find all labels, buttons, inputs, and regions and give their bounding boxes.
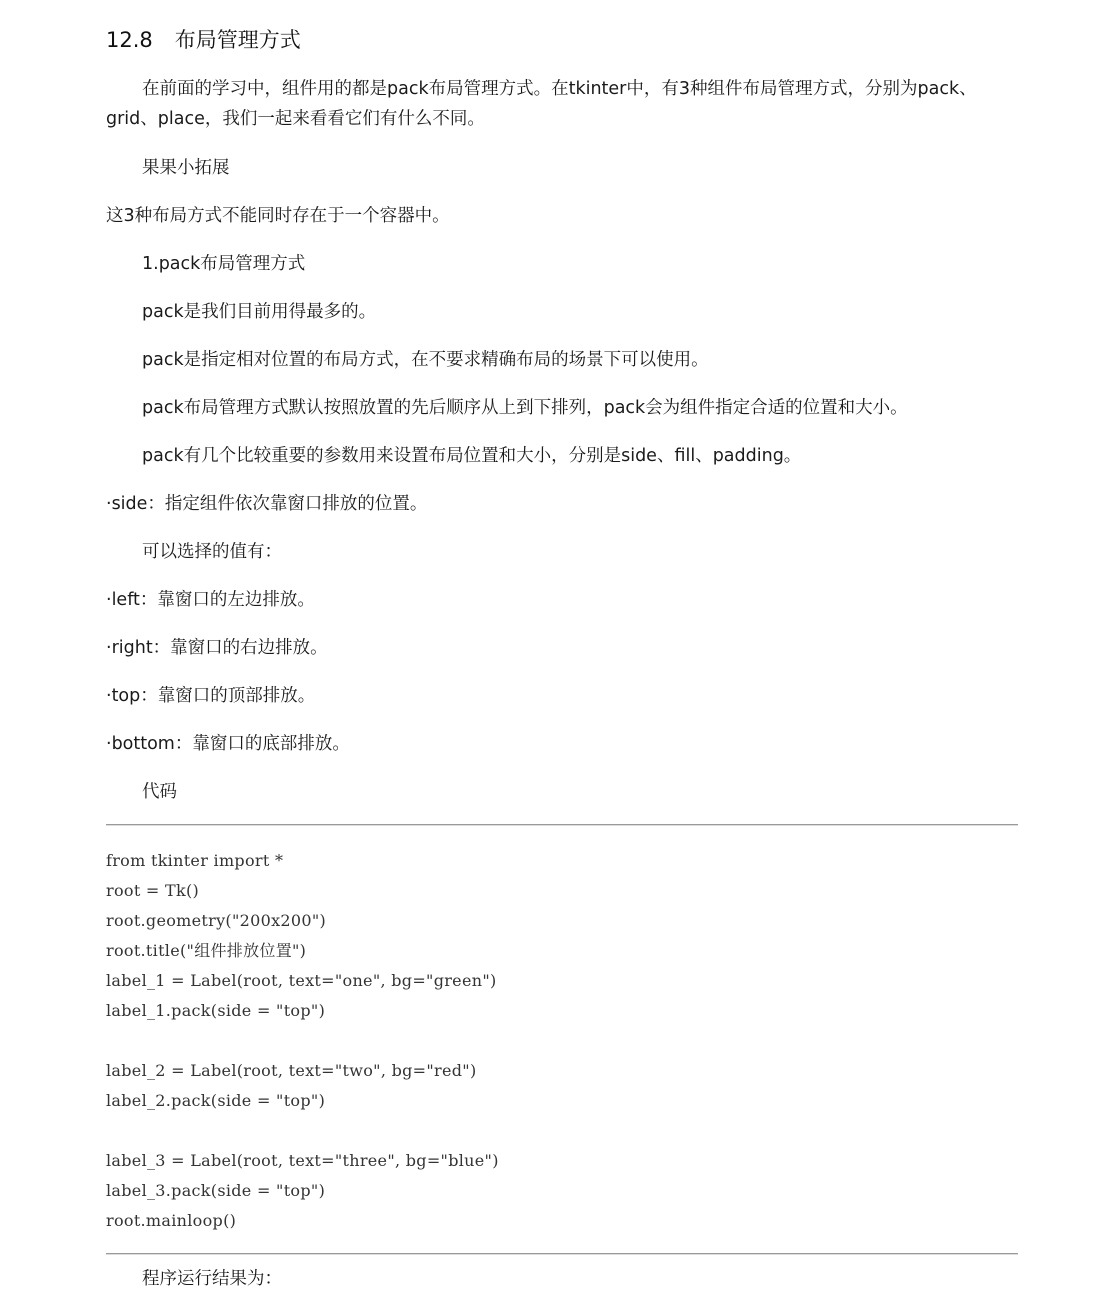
code-label: 代码 [142,782,177,802]
code-line: label_1 = Label(root, text="one", bg="green") [106,971,497,990]
options-intro: 可以选择的值有： [142,542,282,562]
sub-heading: 1.pack布局管理方式 [142,254,306,274]
side-description: ·side：指定组件依次靠窗口排放的位置。 [106,494,428,514]
code-block [106,846,1018,1236]
paragraph-1: pack是我们目前用得最多的。 [142,302,377,322]
option-right: ·right：靠窗口的右边排放。 [106,638,328,658]
code-line: from tkinter import * [106,851,284,870]
result-label: 程序运行结果为： [142,1269,282,1289]
code-line [106,1026,1018,1056]
paragraph-4: pack有几个比较重要的参数用来设置布局位置和大小，分别是side、fill、padding。 [142,446,802,466]
code-line: root.geometry("200x200") [106,911,327,930]
section-heading [106,26,301,54]
paragraph-2: pack是指定相对位置的布局方式，在不要求精确布局的场景下可以使用。 [142,350,709,370]
code-line: label_3.pack(side = "top") [106,1181,326,1200]
option-bottom: ·bottom：靠窗口的底部排放。 [106,734,350,754]
code-line: label_2 = Label(root, text="two", bg="red") [106,1061,477,1080]
code-line [106,1116,1018,1146]
code-line: label_1.pack(side = "top") [106,1001,326,1020]
code-top-divider [106,824,1018,825]
option-top: ·top：靠窗口的顶部排放。 [106,686,316,706]
code-bottom-divider [106,1253,1018,1254]
code-line: root.title("组件排放位置") [106,941,307,960]
option-left: ·left：靠窗口的左边排放。 [106,590,315,610]
tip-text: 这3种布局方式不能同时存在于一个容器中。 [106,206,450,226]
paragraph-3: pack布局管理方式默认按照放置的先后顺序从上到下排列，pack会为组件指定合适的位置和大小。 [142,398,908,418]
section-title: 布局管理方式 [174,28,301,52]
tip-title: 果果小拓展 [142,158,230,178]
code-line: label_2.pack(side = "top") [106,1091,326,1110]
code-line: root.mainloop() [106,1211,237,1230]
intro-paragraph: 在前面的学习中，组件用的都是pack布局管理方式。在tkinter中，有3种组件布局管理方式，分别为pack、grid、place，我们一起来看看它们有什么不同。 [106,79,977,129]
section-number: 12.8 [106,28,153,52]
code-line: label_3 = Label(root, text="three", bg="blue") [106,1151,499,1170]
code-line: root = Tk() [106,881,200,900]
